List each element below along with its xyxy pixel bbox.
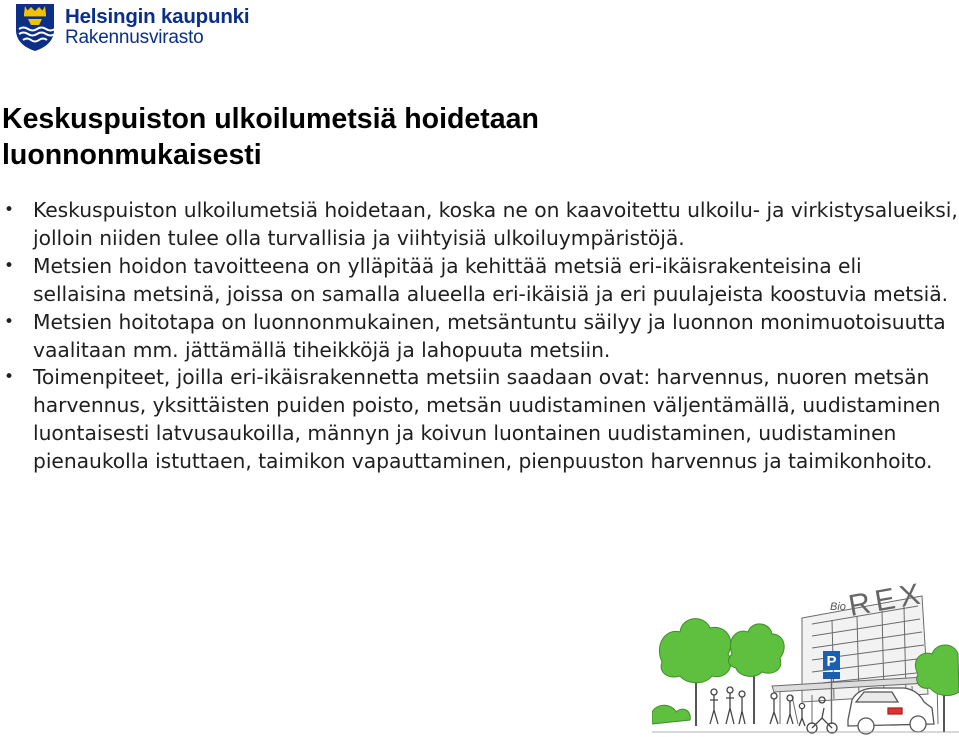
- logo-department-name: Rakennusvirasto: [65, 27, 204, 48]
- building-sketch-image: [652, 574, 959, 737]
- slide-title: Keskuspuiston ulkoilumetsiä hoidetaan luonnonmukaisesti: [2, 103, 539, 171]
- bullet-item: [0, 253, 958, 309]
- bullet-text: Toimenpiteet, joilla eri-ikäisrakennetta metsiin saadaan ovat: harvennus, nuoren metsän harvennus, yksittäisten puiden poisto, metsän uudistaminen väljentämällä, uudistaminen luontaisesti latvusaukoilla, männyn ja koivun luontainen uudistaminen, uudistaminen pienaukolla istuttaen, taimikon vapauttaminen, pienpuuston harvennus ja taimikonhoito.: [33, 365, 941, 474]
- bullet-text: Metsien hoitotapa on luonnonmukainen, metsäntuntu säilyy ja luonnon monimuotoisuutta vaalitaan mm. jättämällä tiheikköjä ja lahopuuta metsiin.: [33, 309, 946, 362]
- parking-sign-letter: P: [826, 653, 837, 670]
- biorex-building-illustration: [652, 574, 959, 737]
- bullet-item: [0, 197, 958, 253]
- people-sketch: [710, 687, 805, 726]
- logo-text: [65, 6, 249, 49]
- bullet-dot: •: [4, 255, 14, 276]
- sign-prefix: Bio: [830, 601, 846, 613]
- bullet-dot: •: [4, 200, 14, 220]
- logo-city-name: Helsingin kaupunki: [65, 5, 250, 28]
- bullet-text: Metsien hoidon tavoitteena on ylläpitää ja kehittää metsiä eri-ikäisrakenteisina eli sellaisina metsinä, joissa on samalla alueella eri-ikäisiä ja eri puulajeista koostuvia metsiä.: [33, 253, 948, 306]
- helsinki-crest-icon: [14, 2, 56, 52]
- bullet-dot: •: [4, 311, 14, 332]
- bullet-item: [0, 309, 958, 365]
- bullet-list: [0, 197, 958, 476]
- bullet-item: [0, 364, 958, 476]
- building-sign: REX: [846, 577, 928, 623]
- bullet-text: Keskuspuiston ulkoilumetsiä hoidetaan, koska ne on kaavoitettu ulkoilu- ja virkistysalueiksi, jolloin niiden tulee olla turvallisia ja viihtyisiä ulkoiluympäristöjä.: [33, 198, 958, 250]
- bullet-dot: •: [4, 367, 14, 388]
- bush-icon: [652, 705, 690, 724]
- helsinki-logo: [14, 2, 249, 54]
- tree-middle-icon: [729, 624, 785, 724]
